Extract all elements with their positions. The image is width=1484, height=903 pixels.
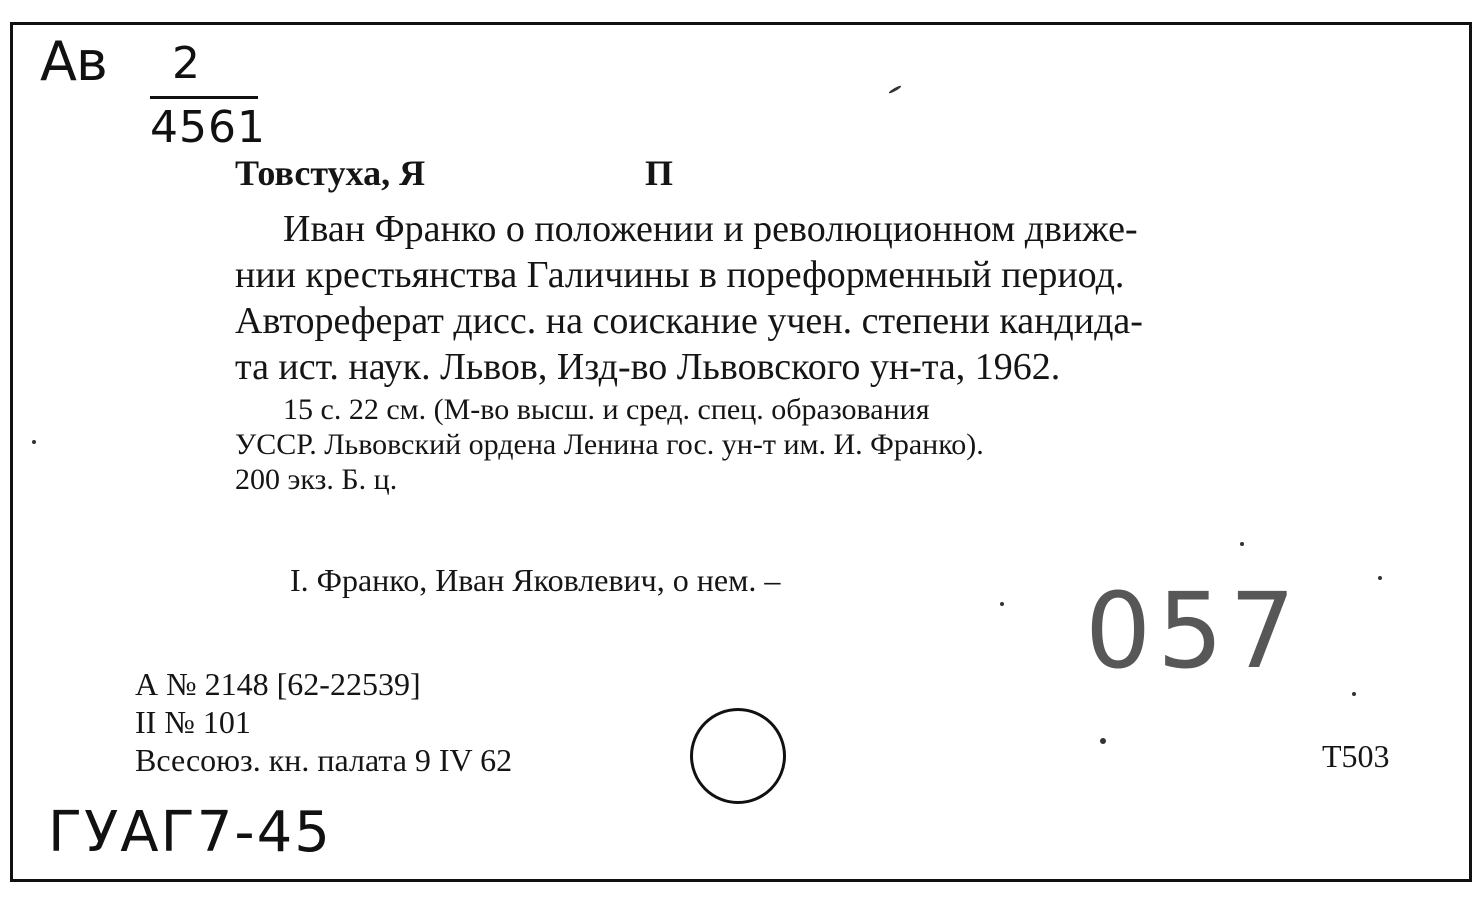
description-line: нии крестьянства Галичины в пореформенный период.	[235, 254, 1125, 296]
handwritten-stamp-number: 057	[1085, 570, 1302, 692]
subject-entry: I. Франко, Иван Яковлевич, о нем. –	[290, 562, 781, 598]
physical-description	[235, 392, 1395, 497]
handwritten-denominator: 4561	[150, 102, 266, 153]
print-code: Т503	[1322, 738, 1390, 774]
fraction-line	[150, 96, 258, 99]
physical-line: 200 экз. Б. ц.	[235, 463, 398, 496]
physical-line: 15 с. 22 см. (М-во высш. и сред. спец. образования	[283, 393, 930, 426]
handwritten-numerator: 2	[172, 38, 200, 89]
registration-chamber: Всесоюз. кн. палата 9 IV 62	[135, 742, 513, 778]
author-initial: П	[645, 153, 674, 193]
registration-series: II № 101	[135, 704, 251, 740]
handwritten-inventory-code: ГУАГ7-45	[48, 800, 332, 865]
physical-line: УССР. Львовский ордена Ленина гос. ун-т им. И. Франко).	[235, 428, 984, 461]
speck	[1352, 692, 1356, 696]
description-line: та ист. наук. Львов, Изд-во Львовского ун-та, 1962.	[235, 346, 1061, 388]
punch-hole	[690, 708, 786, 804]
speck	[1378, 576, 1382, 580]
description-line: Автореферат дисс. на соискание учен. степени кандида-	[235, 300, 1143, 342]
speck	[1240, 542, 1244, 546]
speck	[1100, 738, 1106, 744]
author-heading: Товстуха, Я	[235, 153, 426, 193]
handwritten-shelf-code: Ав	[40, 30, 107, 93]
description-body	[235, 206, 1395, 390]
description-line: Иван Франко о положении и революционном движе-	[283, 208, 1138, 250]
speck	[1000, 602, 1004, 606]
registration-number: А № 2148 [62-22539]	[135, 666, 421, 702]
speck	[32, 440, 36, 444]
